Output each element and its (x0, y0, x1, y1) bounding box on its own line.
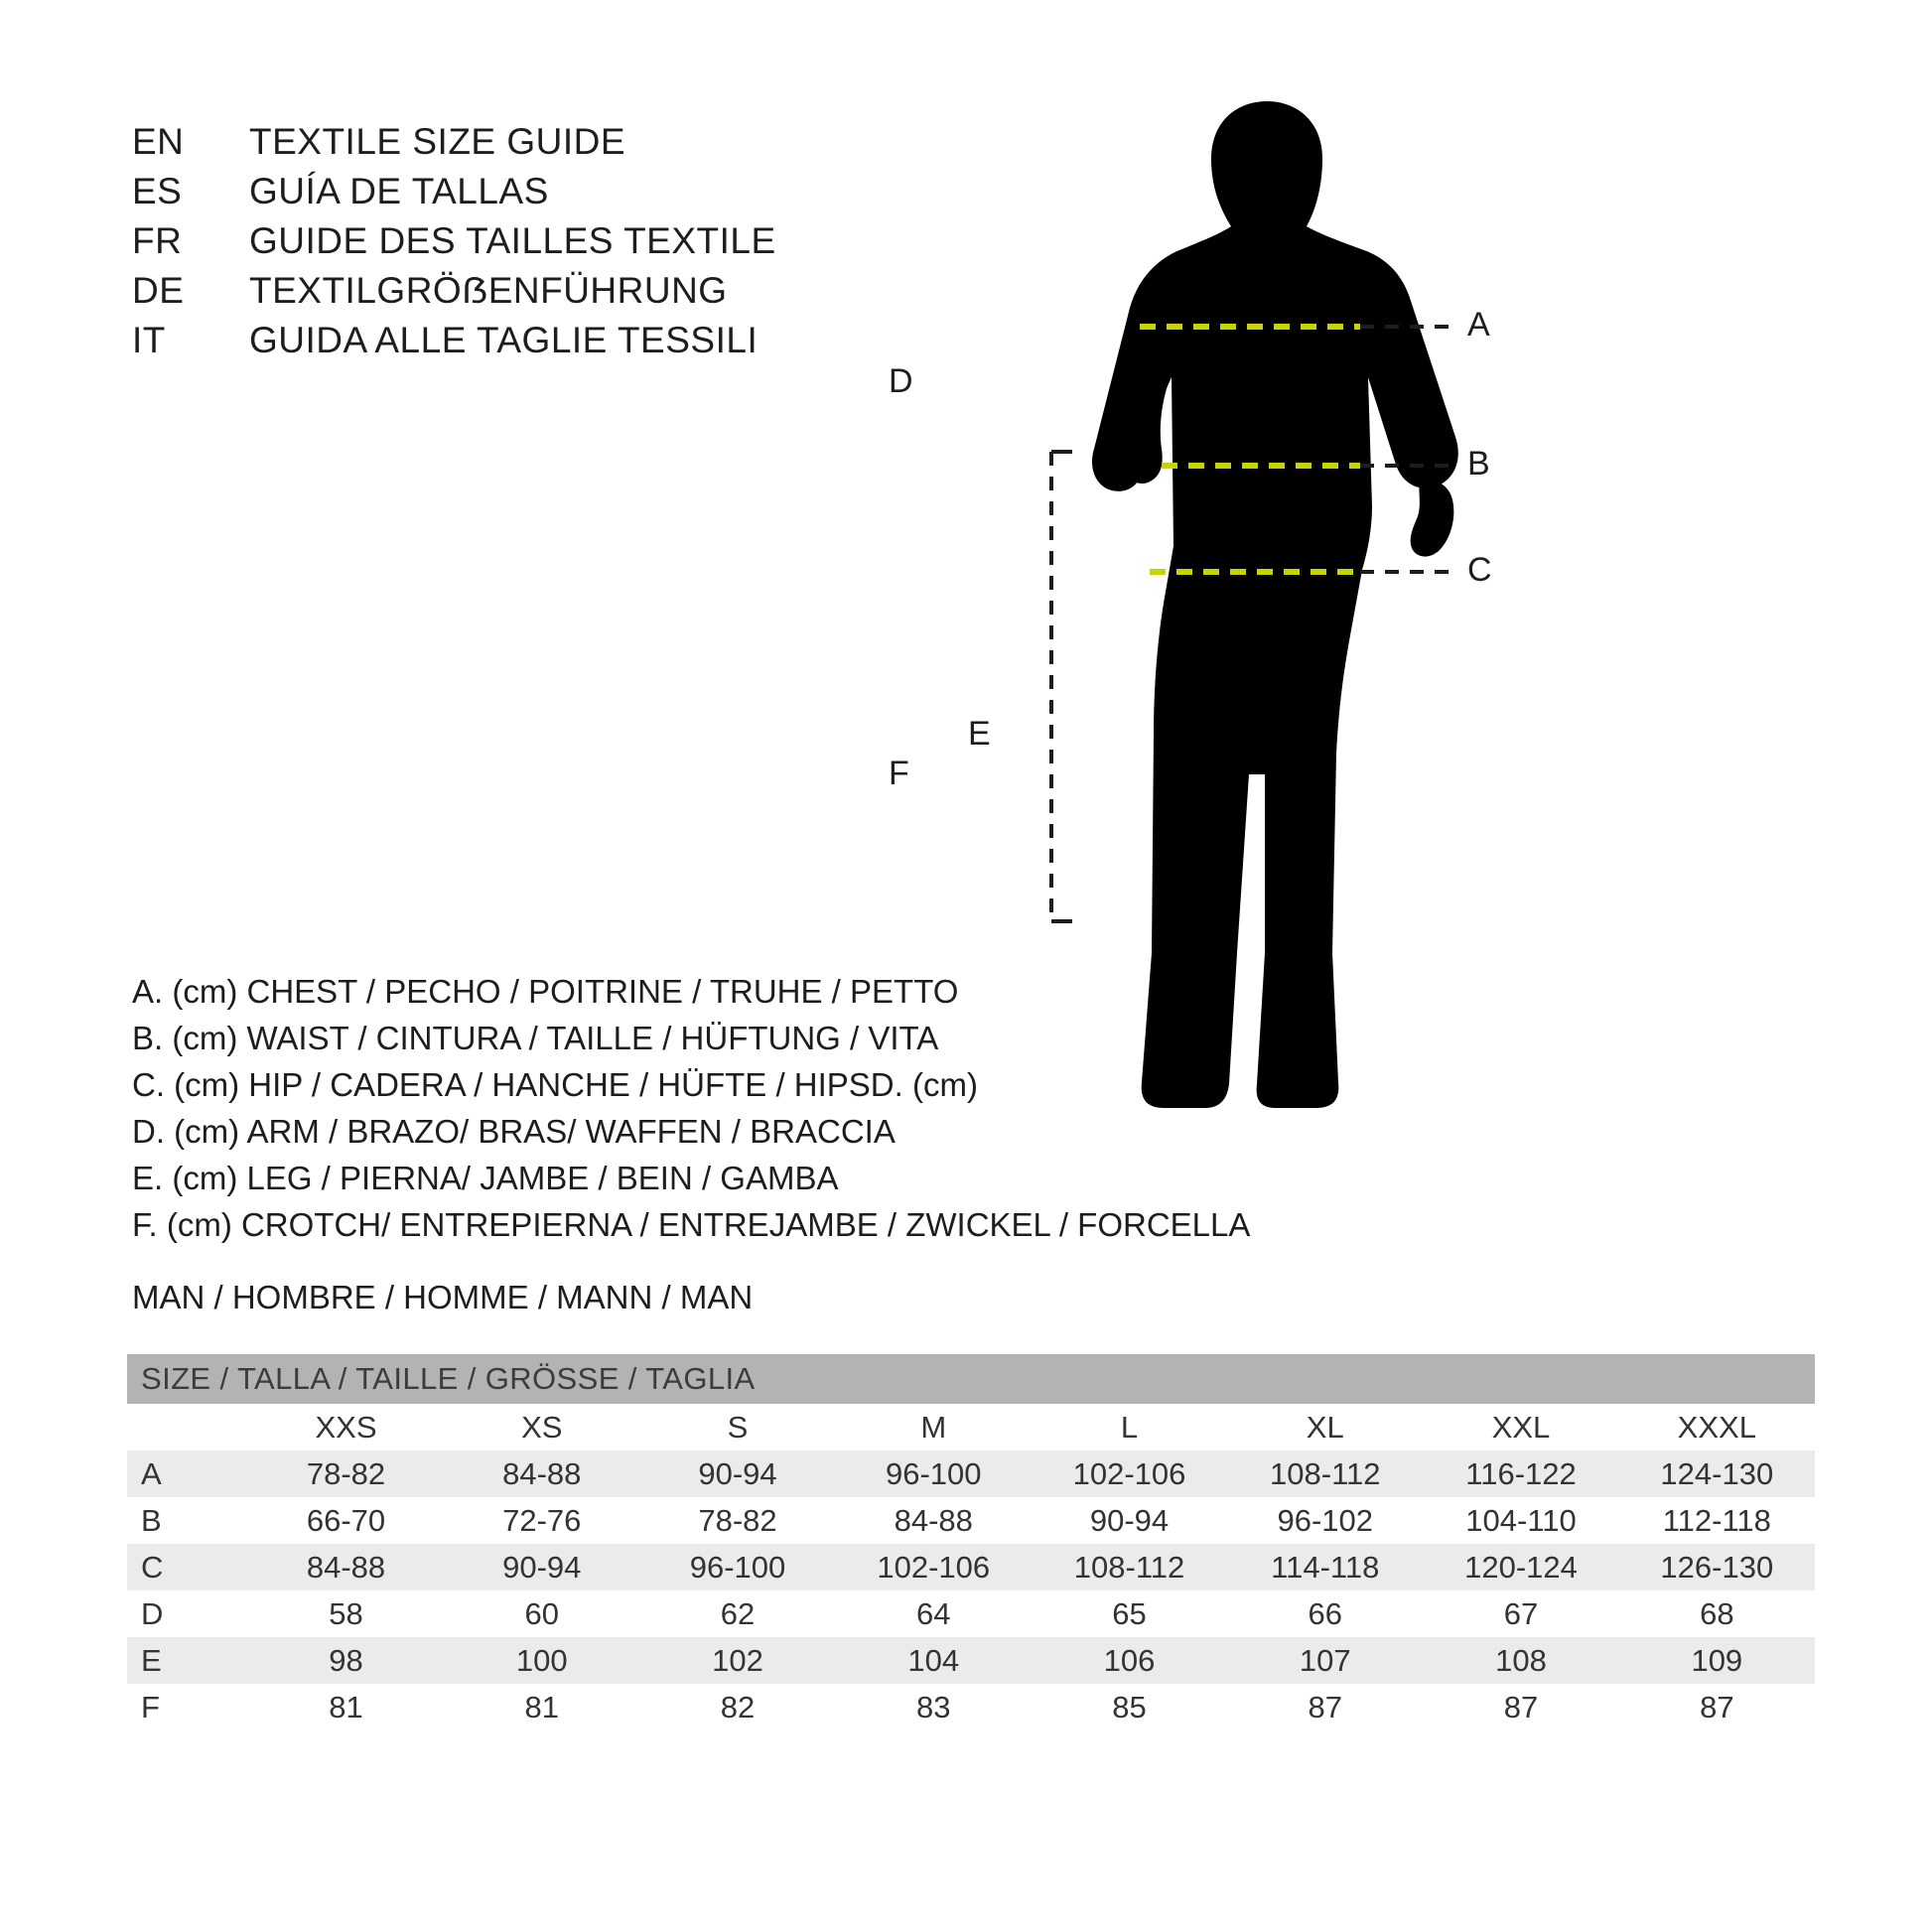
table-row (127, 1450, 1815, 1497)
cell-d-xl: 66 (1227, 1590, 1423, 1637)
cell-b-xxl: 104-110 (1423, 1497, 1618, 1544)
cell-d-m: 64 (836, 1590, 1032, 1637)
cell-e-m: 104 (836, 1637, 1032, 1684)
label-f: F (889, 755, 909, 792)
row-key-d: D (127, 1590, 248, 1637)
column-header-xl: XL (1227, 1404, 1423, 1450)
cell-e-s: 102 (639, 1637, 835, 1684)
cell-e-l: 106 (1032, 1637, 1227, 1684)
language-title: GUIDA ALLE TAGLIE TESSILI (249, 320, 759, 360)
column-header-xxl: XXL (1423, 1404, 1618, 1450)
body-measurement-figure (889, 79, 1847, 1201)
label-c: C (1467, 551, 1492, 589)
column-header-xxxl: XXXL (1619, 1404, 1815, 1450)
cell-c-xxs: 84-88 (248, 1544, 444, 1590)
cell-f-l: 85 (1032, 1684, 1227, 1730)
table-row (127, 1637, 1815, 1684)
table-column-headers (127, 1404, 1815, 1450)
cell-f-xl: 87 (1227, 1684, 1423, 1730)
cell-d-xs: 60 (444, 1590, 639, 1637)
cell-b-m: 84-88 (836, 1497, 1032, 1544)
cell-c-s: 96-100 (639, 1544, 835, 1590)
cell-b-xxxl: 112-118 (1619, 1497, 1815, 1544)
gender-label: MAN / HOMBRE / HOMME / MANN / MAN (132, 1279, 754, 1315)
cell-c-xs: 90-94 (444, 1544, 639, 1590)
cell-f-xxs: 81 (248, 1684, 444, 1730)
cell-d-l: 65 (1032, 1590, 1227, 1637)
label-b: B (1467, 445, 1490, 483)
column-header-m: M (836, 1404, 1032, 1450)
row-key-a: A (127, 1450, 248, 1497)
leg-bracket-e (1051, 452, 1072, 921)
language-title: TEXTILGRÖẞENFÜHRUNG (249, 270, 728, 311)
table-row (127, 1497, 1815, 1544)
legend-item-c: C. (cm) HIP / CADERA / HANCHE / HÜFTE / HIPSD. (cm) (132, 1066, 978, 1103)
cell-d-xxl: 67 (1423, 1590, 1618, 1637)
row-key-c: C (127, 1544, 248, 1590)
cell-c-xxl: 120-124 (1423, 1544, 1618, 1590)
language-code: EN (132, 121, 185, 162)
cell-a-xxxl: 124-130 (1619, 1450, 1815, 1497)
cell-c-m: 102-106 (836, 1544, 1032, 1590)
cell-a-m: 96-100 (836, 1450, 1032, 1497)
row-key-e: E (127, 1637, 248, 1684)
language-title: GUÍA DE TALLAS (249, 171, 549, 211)
corner-cell (127, 1404, 248, 1450)
cell-a-xs: 84-88 (444, 1450, 639, 1497)
legend-item-b: B. (cm) WAIST / CINTURA / TAILLE / HÜFTUNG / VITA (132, 1020, 939, 1056)
cell-d-xxxl: 68 (1619, 1590, 1815, 1637)
legend-item-e: E. (cm) LEG / PIERNA/ JAMBE / BEIN / GAMBA (132, 1160, 839, 1196)
cell-f-s: 82 (639, 1684, 835, 1730)
table-row (127, 1684, 1815, 1730)
language-row (132, 220, 926, 270)
row-key-f: F (127, 1684, 248, 1730)
cell-e-xxl: 108 (1423, 1637, 1618, 1684)
cell-f-m: 83 (836, 1684, 1032, 1730)
column-header-xxs: XXS (248, 1404, 444, 1450)
cell-a-s: 90-94 (639, 1450, 835, 1497)
cell-b-xs: 72-76 (444, 1497, 639, 1544)
man-silhouette-icon (1092, 101, 1458, 1108)
cell-a-xl: 108-112 (1227, 1450, 1423, 1497)
cell-e-xxxl: 109 (1619, 1637, 1815, 1684)
cell-a-xxl: 116-122 (1423, 1450, 1618, 1497)
row-key-b: B (127, 1497, 248, 1544)
language-row (132, 171, 926, 220)
cell-b-s: 78-82 (639, 1497, 835, 1544)
label-e: E (968, 715, 991, 753)
cell-b-xxs: 66-70 (248, 1497, 444, 1544)
language-title: TEXTILE SIZE GUIDE (249, 121, 626, 162)
column-header-l: L (1032, 1404, 1227, 1450)
legend-item-a: A. (cm) CHEST / PECHO / POITRINE / TRUHE / PETTO (132, 973, 959, 1010)
language-row (132, 270, 926, 320)
cell-c-xl: 114-118 (1227, 1544, 1423, 1590)
cell-e-xs: 100 (444, 1637, 639, 1684)
cell-f-xs: 81 (444, 1684, 639, 1730)
table-row (127, 1544, 1815, 1590)
language-title: GUIDE DES TAILLES TEXTILE (249, 220, 776, 261)
language-code: IT (132, 320, 166, 360)
column-header-xs: XS (444, 1404, 639, 1450)
table-header-band (127, 1354, 1815, 1404)
cell-a-l: 102-106 (1032, 1450, 1227, 1497)
cell-e-xl: 107 (1227, 1637, 1423, 1684)
cell-c-xxxl: 126-130 (1619, 1544, 1815, 1590)
label-d: D (889, 362, 913, 400)
cell-d-s: 62 (639, 1590, 835, 1637)
table-row (127, 1590, 1815, 1637)
column-header-s: S (639, 1404, 835, 1450)
language-row (132, 320, 926, 369)
language-code: FR (132, 220, 183, 261)
size-table (127, 1354, 1815, 1730)
cell-e-xxs: 98 (248, 1637, 444, 1684)
language-title-block (132, 121, 926, 369)
cell-f-xxl: 87 (1423, 1684, 1618, 1730)
cell-c-l: 108-112 (1032, 1544, 1227, 1590)
cell-d-xxs: 58 (248, 1590, 444, 1637)
legend-item-f: F. (cm) CROTCH/ ENTREPIERNA / ENTREJAMBE / ZWICKEL / FORCELLA (132, 1206, 1251, 1243)
cell-b-xl: 96-102 (1227, 1497, 1423, 1544)
cell-b-l: 90-94 (1032, 1497, 1227, 1544)
cell-f-xxxl: 87 (1619, 1684, 1815, 1730)
table-band-label: SIZE / TALLA / TAILLE / GRÖSSE / TAGLIA (127, 1354, 1815, 1404)
label-a: A (1467, 306, 1490, 344)
language-row (132, 121, 926, 171)
language-code: ES (132, 171, 183, 211)
cell-a-xxs: 78-82 (248, 1450, 444, 1497)
language-code: DE (132, 270, 185, 311)
measurement-legend (132, 968, 1251, 1248)
legend-item-d: D. (cm) ARM / BRAZO/ BRAS/ WAFFEN / BRACCIA (132, 1113, 896, 1150)
